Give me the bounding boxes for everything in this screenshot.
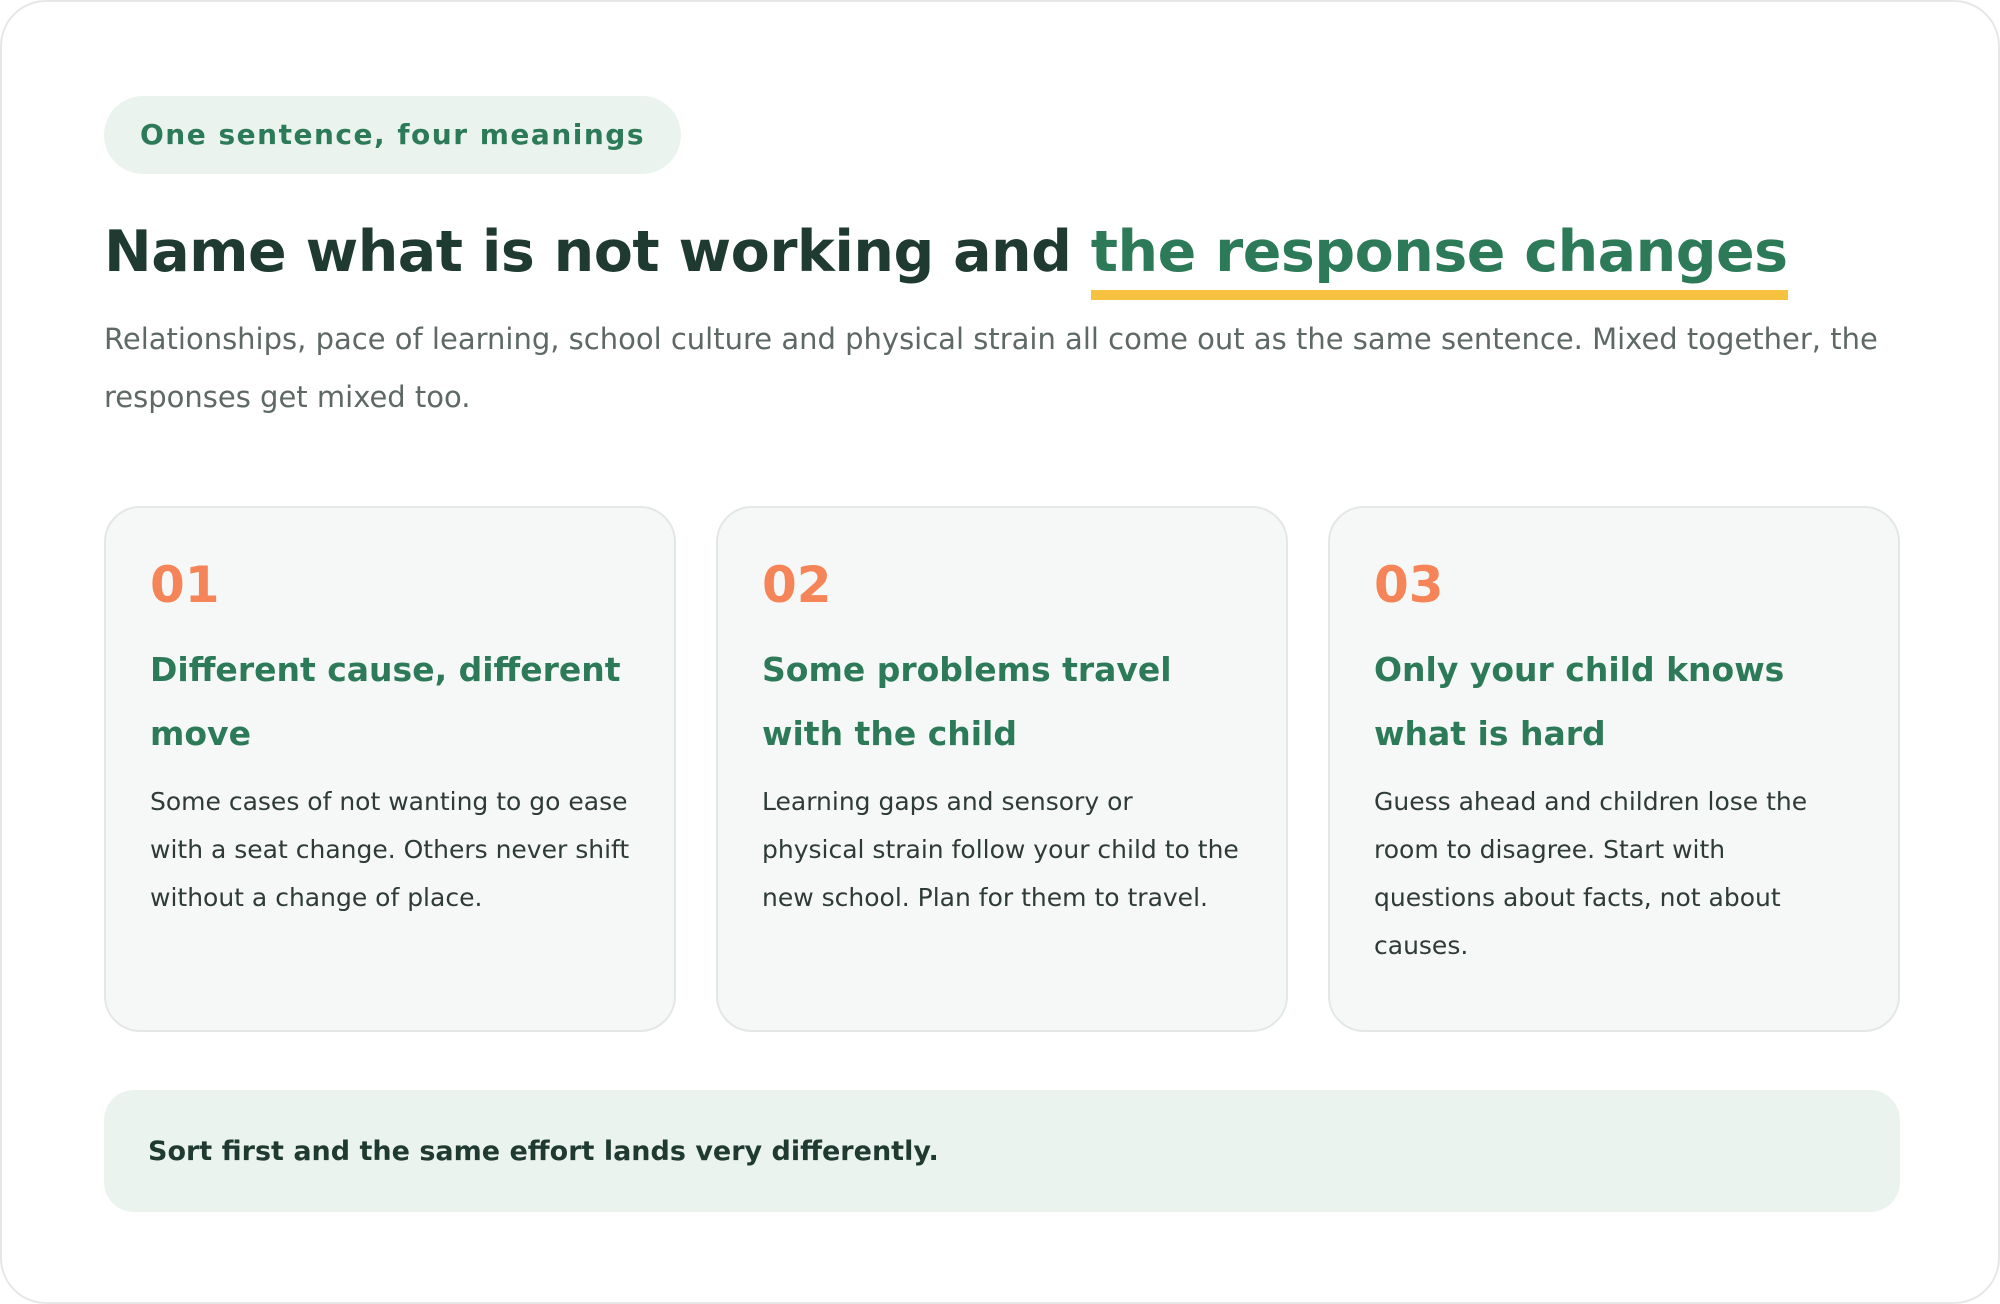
headline-underline [1091,290,1788,300]
headline-accent-text: the response changes [1090,219,1788,285]
lead-paragraph: Relationships, pace of learning, school culture and physical strain all come out as the same sentence. Mixed together, the responses get mixed too. [104,322,1878,415]
footer-text: Sort first and the same effort lands very differently. [148,1135,939,1167]
card-1 [104,506,676,1032]
card-title: Some problems travel with the child [762,650,1172,753]
card-2 [716,506,1288,1032]
card-body: Some cases of not wanting to go ease with a seat change. Others never shift without a change of place. [150,787,630,912]
card-title: Different cause, different move [150,650,621,753]
card-number: 02 [762,556,832,614]
card-body: Learning gaps and sensory or physical strain follow your child to the new school. Plan for them to travel. [762,787,1239,912]
headline-main: Name what is not working and [104,219,1091,285]
footer-callout [104,1090,1900,1212]
card-body: Guess ahead and children lose the room to disagree. Start with questions about facts, not about causes. [1374,787,1808,960]
cards-row [104,506,1900,1036]
card-3 [1328,506,1900,1032]
slide-content [104,96,1900,1167]
eyebrow-pill: One sentence, four meanings [104,96,681,174]
headline [104,218,1900,286]
card-number: 03 [1374,556,1444,614]
card-title: Only your child knows what is hard [1374,650,1785,753]
card-number: 01 [150,556,220,614]
headline-accent [1091,218,1788,286]
